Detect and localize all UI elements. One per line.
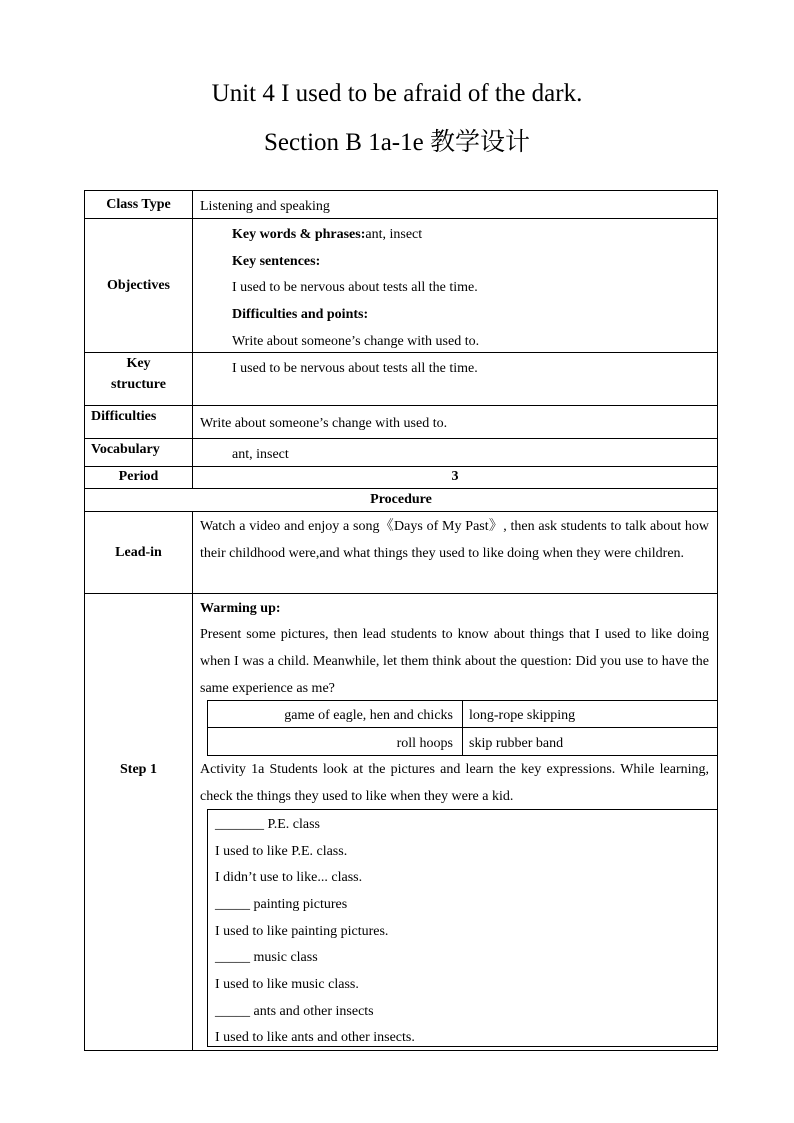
checklist-border xyxy=(207,1046,718,1047)
checklist-item: I used to like P.E. class. xyxy=(215,844,348,859)
lead-in-text: Watch a video and enjoy a song《Days of My Past》, then ask students to talk about how their childhood were,and what things they used to like doing when they were children. xyxy=(200,519,709,561)
key-words-label: Key words & phrases: xyxy=(232,227,366,242)
table-border-bottom xyxy=(84,1050,718,1051)
checklist-item: I used to like ants and other insects. xyxy=(215,1030,415,1045)
row-divider xyxy=(84,438,718,439)
checklist-border xyxy=(207,809,718,810)
key-words-line xyxy=(232,227,422,243)
checklist-item: I used to like painting pictures. xyxy=(215,924,389,939)
row-divider xyxy=(84,593,718,594)
row-divider xyxy=(84,352,718,353)
class-type-value: Listening and speaking xyxy=(200,199,330,214)
document-title-line1: Unit 4 I used to be afraid of the dark. xyxy=(211,80,583,107)
checklist-item: _____ painting pictures xyxy=(215,897,348,912)
difficulties-points-value: Write about someone’s change with used to. xyxy=(232,334,480,349)
difficulties-points-label: Difficulties and points: xyxy=(232,307,369,322)
game-cell: skip rubber band xyxy=(469,736,564,751)
row-divider xyxy=(84,405,718,406)
game-cell: game of eagle, hen and chicks xyxy=(284,708,453,723)
procedure-heading: Procedure xyxy=(370,492,432,507)
checklist-item: I used to like music class. xyxy=(215,977,359,992)
objectives-label: Objectives xyxy=(107,278,170,293)
step1-label: Step 1 xyxy=(120,762,157,777)
games-table-border xyxy=(462,700,463,756)
row-divider xyxy=(84,511,718,512)
period-label: Period xyxy=(118,469,159,484)
row-divider xyxy=(84,488,718,489)
key-structure-label-line1: Key xyxy=(126,356,151,371)
checklist-item: I didn’t use to like... class. xyxy=(215,870,363,885)
key-sentences-label: Key sentences: xyxy=(232,254,321,269)
key-sentences-value: I used to be nervous about tests all the time. xyxy=(232,280,478,295)
vocabulary-label: Vocabulary xyxy=(91,442,160,457)
checklist-item: _____ ants and other insects xyxy=(215,1004,374,1019)
activity-1a-text: Activity 1a Students look at the pictures and learn the key expressions. While learning, check the things they used to like when they were a kid. xyxy=(200,762,709,804)
class-type-label: Class Type xyxy=(106,197,171,212)
table-border-top xyxy=(84,190,718,191)
column-divider xyxy=(192,190,193,488)
lead-in-label: Lead-in xyxy=(115,545,162,560)
warming-up-text: Present some pictures, then lead students to know about things that I used to like doing when I was a child. Meanwhile, let them think about the question: Did you use to have the same experience as me? xyxy=(200,627,709,696)
game-cell: long-rope skipping xyxy=(469,708,576,723)
row-divider xyxy=(84,218,718,219)
checklist-border xyxy=(207,809,208,1047)
checklist-item: _______ P.E. class xyxy=(215,817,320,832)
game-cell: roll hoops xyxy=(396,736,453,751)
column-divider xyxy=(192,511,193,1050)
table-border-right xyxy=(717,190,718,1051)
key-words-value: ant, insect xyxy=(365,227,423,242)
warming-up-label: Warming up: xyxy=(200,601,281,616)
checklist-item: _____ music class xyxy=(215,950,318,965)
difficulties-label: Difficulties xyxy=(91,409,157,424)
table-border-left xyxy=(84,190,85,1051)
difficulties-value: Write about someone’s change with used to. xyxy=(200,416,448,431)
document-title-line2: Section B 1a-1e 教学设计 xyxy=(264,129,530,156)
row-divider xyxy=(84,466,718,467)
key-structure-label-line2: structure xyxy=(111,377,166,392)
vocabulary-value: ant, insect xyxy=(232,447,289,462)
period-value: 3 xyxy=(451,469,459,484)
key-structure-value: I used to be nervous about tests all the time. xyxy=(232,361,478,376)
